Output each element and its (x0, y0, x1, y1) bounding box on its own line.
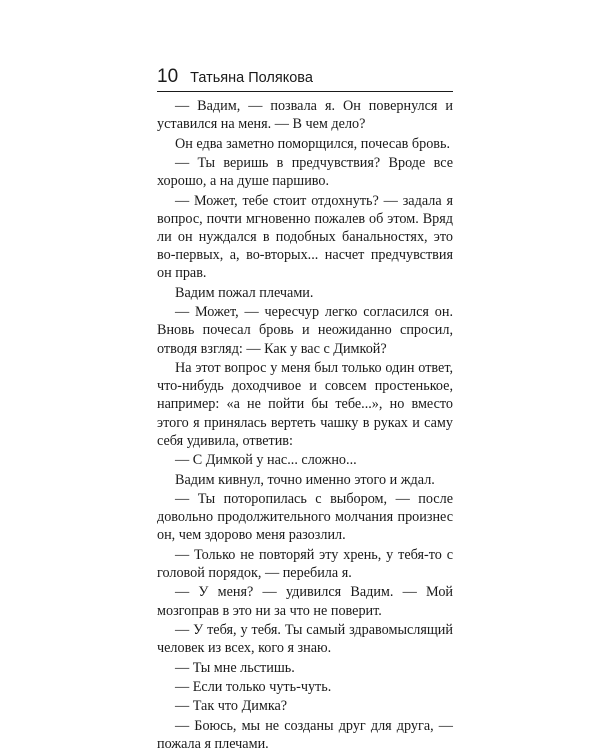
paragraph: На этот вопрос у меня был только один ответ, что-нибудь доходчивое и совсем простенькое, например: «а не пойти бы тебе...», но вместо этого я принялась вертеть чашку в руках и саму себя удивила, ответив: (157, 359, 453, 449)
paragraph: — Так что Димка? (175, 698, 288, 715)
header-rule (157, 91, 453, 92)
paragraph: Вадим кивнул, точно именно этого и ждал. (175, 471, 435, 488)
paragraph: — У меня? — удивился Вадим. — Мой мозгоправ в это ни за что не поверит. (157, 584, 453, 619)
paragraph: — Ты поторопилась с выбором, — после довольно продолжительного молчания произнес он, чем здорово меня разозлил. (157, 490, 453, 544)
paragraph: — Вадим, — позвала я. Он повернулся и уставился на меня. — В чем дело? (157, 98, 453, 133)
paragraph: — Только не повторяй эту хрень, у тебя-то с головой порядок, — перебила я. (157, 546, 453, 581)
page-number: 10 (157, 66, 179, 87)
paragraph: — Ты мне льстишь. (175, 659, 295, 676)
paragraph: — Может, тебе стоит отдохнуть? — задала я вопрос, почти мгновенно пожалев об этом. Вряд ли он нуждался в подобных банальностях, это во-первых, а, во-вторых... насчет предчувствия он прав. (157, 192, 453, 282)
paragraph: Он едва заметно поморщился, почесав бровь. (175, 135, 451, 152)
body-text (157, 97, 453, 754)
paragraph: — Если только чуть-чуть. (175, 678, 332, 695)
paragraph: — С Димкой у нас... сложно... (175, 452, 357, 469)
paragraph: — Ты веришь в предчувствия? Вроде все хорошо, а на душе паршиво. (157, 154, 453, 190)
paragraph: — Может, — чересчур легко согласился он. Вновь почесал бровь и неожиданно спросил, отводя взгляд: — Как у вас с Димкой? (157, 304, 453, 357)
paragraph: — У тебя, у тебя. Ты самый здравомыслящий человек из всех, кого я знаю. (157, 621, 453, 657)
running-head (157, 66, 453, 92)
running-head-author: Татьяна Полякова (190, 70, 313, 86)
paragraph: — Боюсь, мы не созданы друг для друга, — пожала я плечами. (157, 717, 453, 752)
paragraph: Вадим пожал плечами. (175, 284, 314, 301)
